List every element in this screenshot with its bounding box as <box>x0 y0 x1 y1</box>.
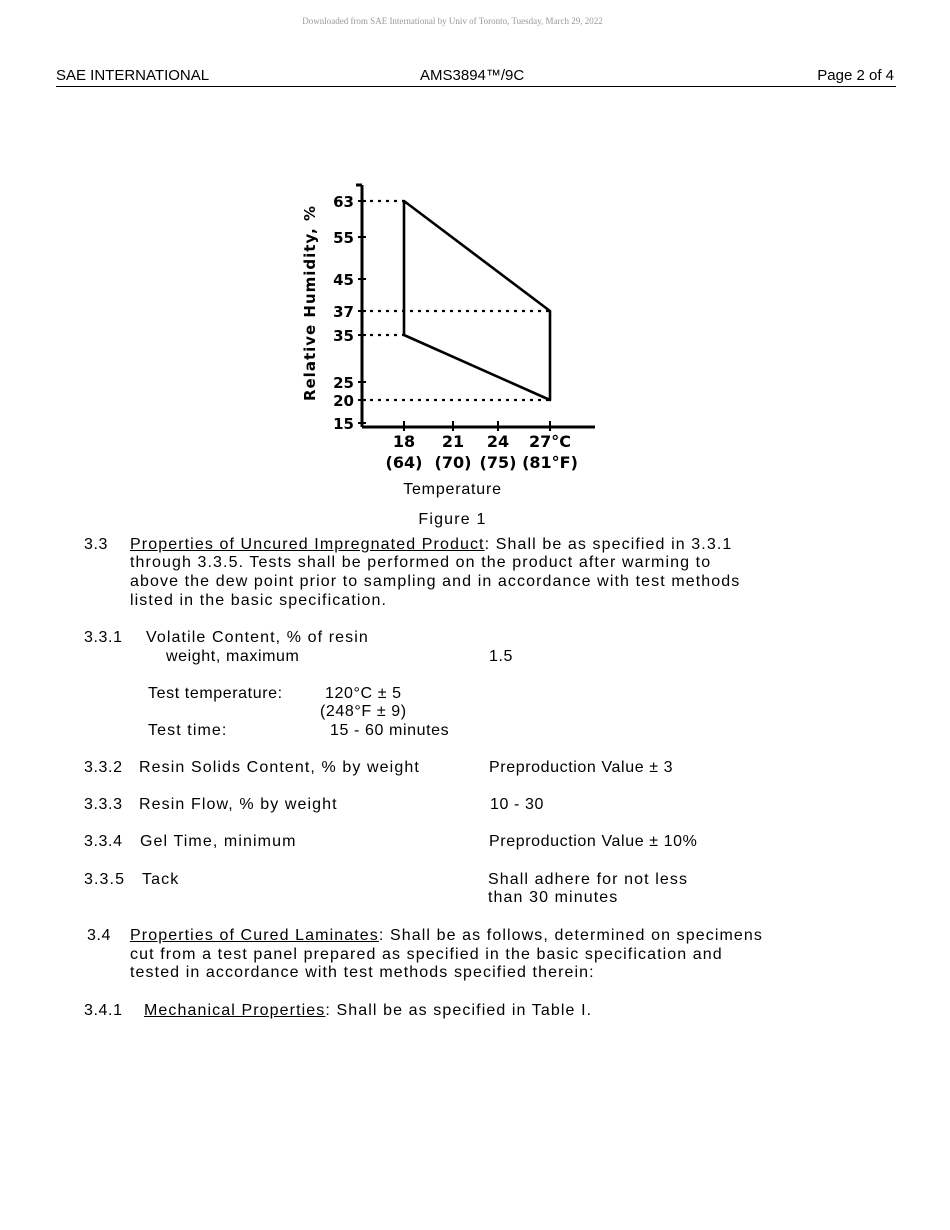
y-tick-label-63: 63 <box>333 193 354 211</box>
test-temperature-celsius: 120°C ± 5 <box>325 685 402 702</box>
section-3-3-title: Properties of Uncured Impregnated Product <box>130 536 485 553</box>
section-3-3-2-number: 3.3.2 <box>84 759 123 776</box>
header-org: SAE INTERNATIONAL <box>56 67 210 84</box>
header-page-number: Page 2 of 4 <box>817 67 894 84</box>
section-3-3-5-value-b: than 30 minutes <box>488 889 619 906</box>
y-tick-label-35: 35 <box>333 327 354 345</box>
section-3-3-5-value-a: Shall adhere for not less <box>488 871 689 888</box>
section-3-3-line4: listed in the basic specification. <box>130 592 388 609</box>
x-tick-label-24: 24 <box>486 432 510 451</box>
section-3-3-5-number: 3.3.5 <box>84 871 126 888</box>
section-3-4-line2: cut from a test panel prepared as specified in the basic specification and <box>130 946 723 963</box>
section-3-3-1-label-a: Volatile Content, % of resin <box>146 629 369 646</box>
section-3-4-rest: : Shall be as follows, determined on specimens <box>378 927 764 944</box>
x-tick-label-27: 27°C <box>528 432 572 451</box>
x-tick-sub-label-27: (81°F) <box>522 453 578 472</box>
section-3-3-5-label: Tack <box>142 871 180 888</box>
section-3-3-line2: through 3.3.5. Tests shall be performed on the product after warming to <box>130 554 712 571</box>
x-tick-sub-label-24: (75) <box>479 453 517 472</box>
section-3-3-1-label-b: weight, maximum <box>166 648 300 665</box>
y-axis-label: Relative Humidity, % <box>301 204 319 402</box>
section-3-4-title: Properties of Cured Laminates <box>130 927 379 944</box>
y-tick-label-55: 55 <box>333 229 354 247</box>
section-3-3-4-label: Gel Time, minimum <box>140 833 297 850</box>
section-3-3-1-value: 1.5 <box>489 648 514 665</box>
x-tick-sub-label-21: (70) <box>434 453 472 472</box>
section-3-4-1-line <box>144 1002 592 1020</box>
y-tick-label-15: 15 <box>333 415 354 433</box>
section-3-3-rest: : Shall be as specified in 3.3.1 <box>484 536 733 553</box>
download-notice: Downloaded from SAE International by Univ of Toronto, Tuesday, March 29, 2022 <box>302 16 603 26</box>
section-3-4-line3: tested in accordance with test methods specified therein: <box>130 964 595 981</box>
test-temperature-label: Test temperature: <box>148 685 283 702</box>
x-tick-label-21: 21 <box>441 432 465 451</box>
section-3-3-2-label: Resin Solids Content, % by weight <box>139 759 420 776</box>
x-tick-sub-label-18: (64) <box>385 453 423 472</box>
figure-xlabel: Temperature <box>403 481 502 498</box>
y-tick-label-25: 25 <box>333 374 354 392</box>
section-3-3-3-label: Resin Flow, % by weight <box>139 796 338 813</box>
section-3-3-2-value: Preproduction Value ± 3 <box>489 759 674 776</box>
section-3-3-4-value: Preproduction Value ± 10% <box>489 833 698 850</box>
y-tick-label-45: 45 <box>333 271 354 289</box>
test-time-label: Test time: <box>148 722 228 739</box>
section-3-3-1-number: 3.3.1 <box>84 629 123 646</box>
section-3-4-1-rest: : Shall be as specified in Table I. <box>325 1002 593 1019</box>
section-3-3-line3: above the dew point prior to sampling and in accordance with test methods <box>130 573 741 590</box>
section-3-3-4-number: 3.3.4 <box>84 833 123 850</box>
figure-caption: Figure 1 <box>418 511 487 528</box>
humidity-temperature-chart <box>290 175 620 475</box>
header-rule <box>56 86 896 87</box>
header-doc-number: AMS3894™/9C <box>420 67 525 84</box>
section-3-3-3-value: 10 - 30 <box>490 796 545 813</box>
section-3-3-line1 <box>130 536 732 554</box>
x-tick-label-18: 18 <box>392 432 416 451</box>
humidity-temperature-envelope <box>404 201 550 400</box>
section-3-4-1-title: Mechanical Properties <box>144 1002 326 1019</box>
section-3-4-number: 3.4 <box>87 927 112 944</box>
section-3-3-number: 3.3 <box>84 536 109 553</box>
section-3-4-1-number: 3.4.1 <box>84 1002 123 1019</box>
y-tick-label-37: 37 <box>333 303 354 321</box>
test-time-value: 15 - 60 minutes <box>330 722 450 739</box>
section-3-3-3-number: 3.3.3 <box>84 796 123 813</box>
test-temperature-fahrenheit: (248°F ± 9) <box>320 703 407 720</box>
section-3-4-line1 <box>130 927 763 945</box>
y-tick-label-20: 20 <box>333 392 354 410</box>
